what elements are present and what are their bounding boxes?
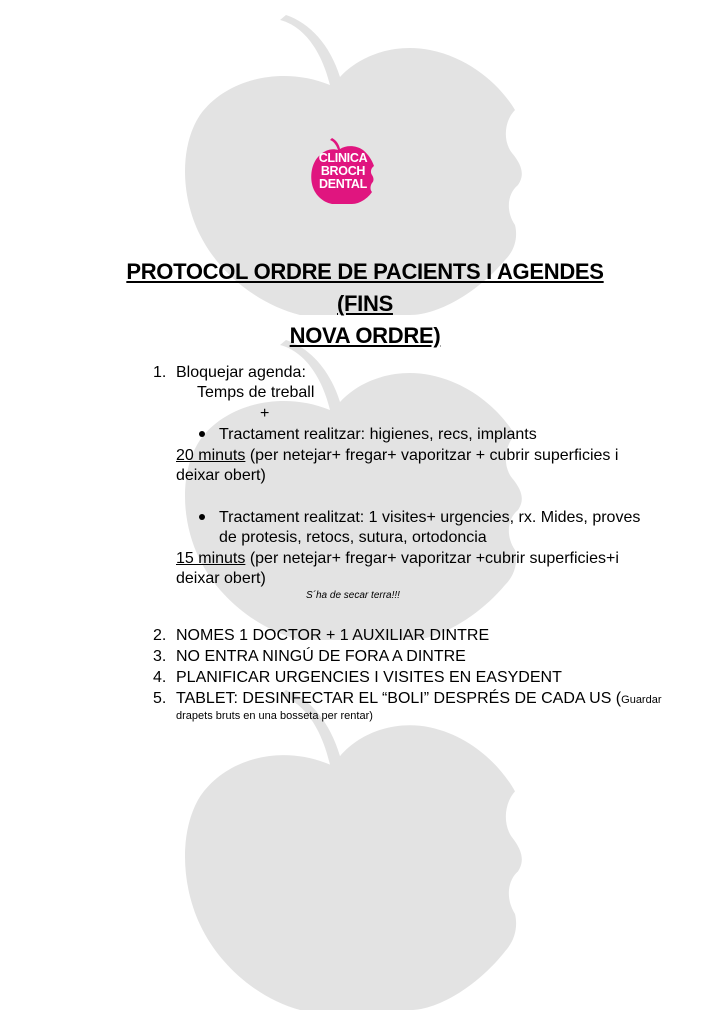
group-2-time: 15 minuts [176,550,246,567]
apple-watermark-bottom [180,690,540,1010]
item-1-subheading: Temps de treball [197,384,315,401]
group-1-time-line [176,446,618,466]
bullet-icon [199,431,205,437]
item-1-text: Bloquejar agenda: [176,364,306,381]
group-2-time-line [176,549,619,569]
item-4-number: 4. [153,669,167,686]
logo-line-2: BROCH [320,164,366,178]
group-2-bullet-line-1: Tractament realitzat: 1 visites+ urgencies, rx. Mides, proves [219,509,641,526]
item-2-text: NOMES 1 DOCTOR + 1 AUXILIAR DINTRE [176,627,490,644]
item-5-text: TABLET: DESINFECTAR EL “BOLI” DESPRÉS DE CADA US ( [176,690,622,707]
item-5-number: 5. [153,690,167,707]
group-1-time: 20 minuts [176,447,246,464]
group-2-rest: (per netejar+ fregar+ vaporitzar +cubrir superficies+i [245,550,619,567]
clinic-logo [310,138,376,204]
item-5-small-b: drapets bruts en una bosseta per rentar) [176,710,373,722]
group-2-rest-line-2: deixar obert) [176,570,266,587]
item-1-number: 1. [153,364,167,381]
logo-line-1: CLINICA [318,151,368,165]
group-2-note: S´ha de secar terra!!! [306,590,400,601]
group-1-rest: (per netejar+ fregar+ vaporitzar + cubrir superficies i [245,447,619,464]
apple-bite-icon [185,690,522,1010]
item-3-text: NO ENTRA NINGÚ DE FORA A DINTRE [176,648,466,665]
group-2-bullet-line-2: de protesis, retocs, sutura, ortodoncia [219,529,487,546]
item-1-plus: + [260,405,270,422]
title-line-2: NOVA ORDRE) [289,323,441,348]
group-1-bullet: Tractament realitzar: higienes, recs, implants [219,426,537,443]
group-1-rest-line-2: deixar obert) [176,467,266,484]
document-title [100,256,630,352]
item-2-number: 2. [153,627,167,644]
item-5-line-1 [176,689,662,710]
title-line-1: PROTOCOL ORDRE DE PACIENTS I AGENDES (FINS [126,259,604,316]
bullet-icon [199,514,205,520]
logo-line-3: DENTAL [319,177,367,191]
item-4-text: PLANIFICAR URGENCIES I VISITES EN EASYDENT [176,669,562,686]
item-5-small-a: Guardar [621,694,662,706]
item-3-number: 3. [153,648,167,665]
